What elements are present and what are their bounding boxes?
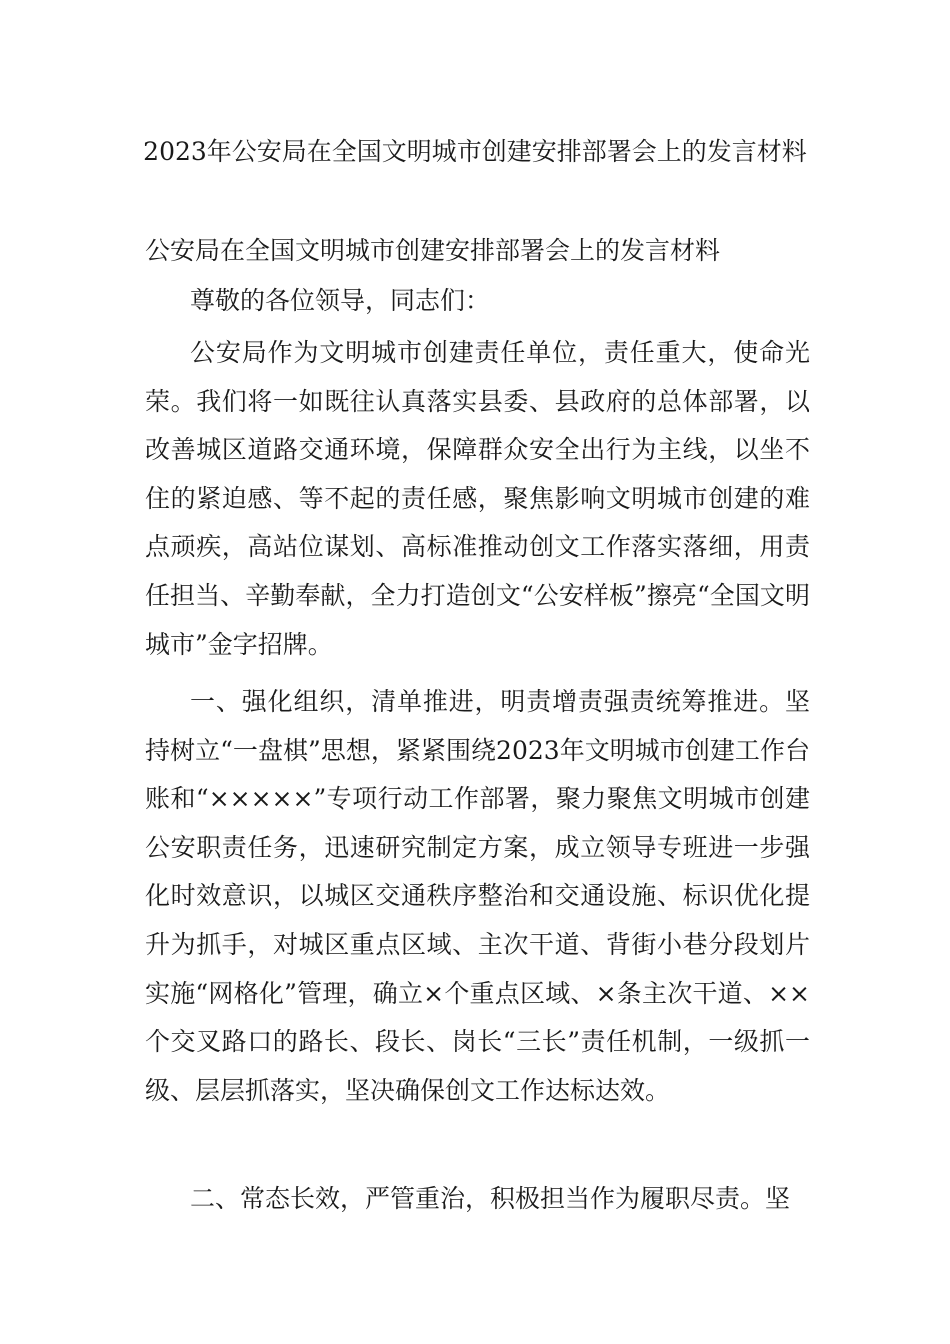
document-title: 2023年公安局在全国文明城市创建安排部署会上的发言材料 xyxy=(143,137,807,166)
document-subtitle: 公安局在全国文明城市创建安排部署会上的发言材料 xyxy=(145,236,721,265)
paragraph-section-two: 二、常态长效，严管重治，积极担当作为履职尽责。坚 xyxy=(190,1184,791,1213)
paragraph-section-one: 一、强化组织，清单推进，明责增责强责统筹推进。坚持树立“一盘棋”思想，紧紧围绕2023年文明城市创建工作台账和“×××××”专项行动工作部署，聚力聚焦文明城市创建公安职责任务，迅速研究制定方案，成立领导专班进一步强化时效意识，以城区交通秩序整治和交通设施、标识优化提升为抓手，对城区重点区域、主次干道、背街小巷分段划片实施“网格化”管理，确立×个重点区域、×条主次干道、××个交叉路口的路长、段长、岗长“三长”责任机制，一级抓一级、层层抓落实，坚决确保创文工作达标达效。 xyxy=(145,687,810,1105)
paragraph-intro: 公安局作为文明城市创建责任单位，责任重大，使命光荣。我们将一如既往认真落实县委、县政府的总体部署，以改善城区道路交通环境，保障群众安全出行为主线，以坐不住的紧迫感、等不起的责任感，聚焦影响文明城市创建的难点顽疾，高站位谋划、高标准推动创文工作落实落细，用责任担当、辛勤奉献，全力打造创文“公安样板”擦亮“全国文明城市”金字招牌。 xyxy=(145,338,810,659)
greeting: 尊敬的各位领导，同志们： xyxy=(190,286,491,315)
